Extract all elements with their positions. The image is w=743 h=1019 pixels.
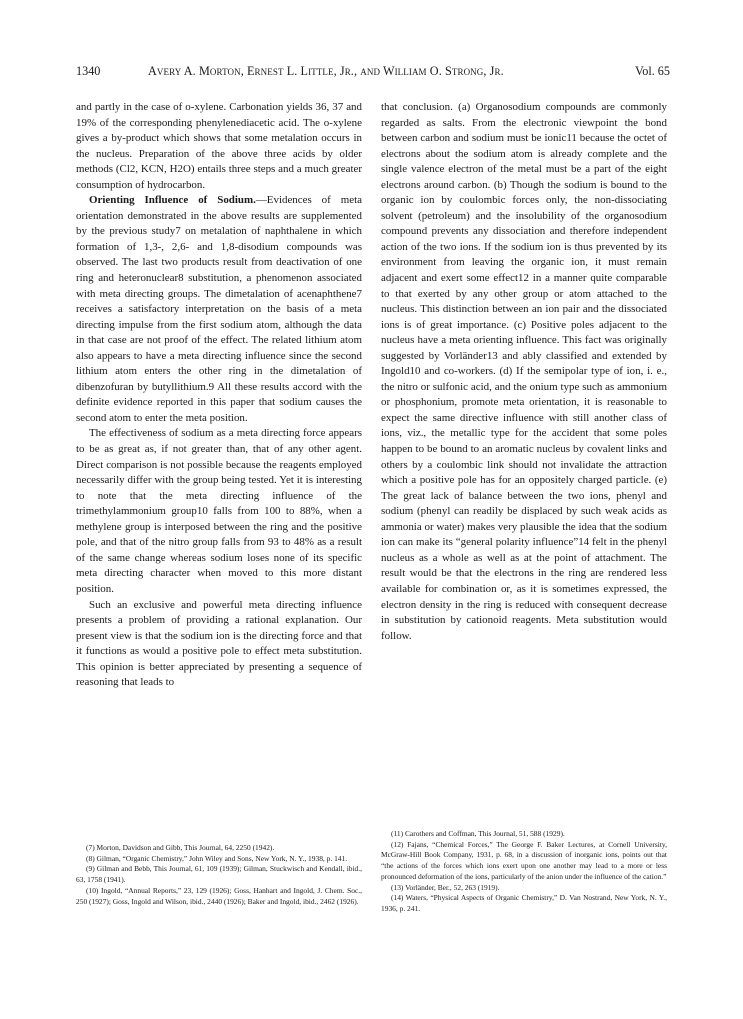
section-heading: Orienting Influence of Sodium. xyxy=(89,194,256,207)
footnote: (10) Ingold, “Annual Reports,” 23, 129 (1926); Goss, Hanhart and Ingold, J. Chem. Soc., 250 (1927); Goss, Ingold and Wilson, ibid., 2440 (1926); Baker and Ingold, ibid., 2462 (1926). xyxy=(76,885,362,906)
paragraph-carbonation: and partly in the case of o-xylene. Carbonation yields 36, 37 and 19% of the corresponding phenylenediacetic acid. The o-xylene gives a by-product which shows that some metalation occurs in the nucleus. Preparation of the above three acids by older methods (Cl2, KCN, H2O) entails three steps and a much greater consumption of hydrocarbon. xyxy=(76,101,362,191)
footnotes-left xyxy=(76,843,362,907)
right-column xyxy=(381,100,667,644)
footnote: (14) Waters, “Physical Aspects of Organic Chemistry,” D. Van Nostrand, New York, N. Y., 1936, p. 241. xyxy=(381,893,667,913)
footnote: (9) Gilman and Bebb, This Journal, 61, 109 (1939); Gilman, Stuckwisch and Kendall, ibid., 63, 1758 (1941). xyxy=(76,864,362,885)
paragraph-orienting-text: —Evidences of meta orientation demonstrated in the above results are supplemented by the previous study7 on metalation of naphthalene in which formation of 1,3-, 2,6- and 1,8-disodium compounds was observed. The last two products result from deactivation of one ring and heteronuclear8 substitution, a phenomenon associated with meta directing groups. The dimetalation of acenaphthene7 receives a satisfactory interpretation on the basis of a meta directing impulse from the first sodium atom, although the data in that case are not proof of the effect. The related lithium atom also appears to have a meta directing influence since the second lithium atom enters the other ring in the dimetalation of dibenzofuran by butyllithium.9 All these results accord with the definite evidence reported in this paper that sodium causes the second atom to enter the meta position. xyxy=(76,194,362,424)
paragraph-effectiveness: The effectiveness of sodium as a meta directing force appears to be as great as, if not greater than, that of any other agent. Direct comparison is not possible because the reagents employed necessarily differ with the group being tested. Yet it is interesting to note that the meta directing influence of the trimethylammonium group10 falls from 100 to 88%, when a methylene group is interposed between the ring and the positive pole, and that of the nitro group falls from 93 to 48% as a result of the same change whereas sodium loses none of its specific meta directing character when moved to this more distant position. xyxy=(76,427,362,595)
paragraph-orienting-influence xyxy=(76,193,362,426)
paragraph-explanation: Such an exclusive and powerful meta directing influence presents a problem of providing a rational explanation. Our present view is that the sodium ion is the directing force and that it functions as would a positive pole to effect meta substitution. This opinion is better appreciated by presenting a sequence of reasoning that leads to xyxy=(76,598,362,689)
left-column xyxy=(76,100,362,691)
volume-label: Vol. 65 xyxy=(635,64,670,78)
page-number: 1340 xyxy=(76,64,101,78)
footnote: (11) Carothers and Coffman, This Journal, 51, 588 (1929). xyxy=(391,829,565,838)
footnote: (7) Morton, Davidson and Gibb, This Journal, 64, 2250 (1942). xyxy=(86,843,275,852)
footnote: (13) Vorländer, Ber., 52, 263 (1919). xyxy=(391,882,500,892)
running-header xyxy=(76,64,670,82)
footnotes-right xyxy=(381,829,667,915)
running-title: Avery A. Morton, Ernest L. Little, Jr., and William O. Strong, Jr. xyxy=(148,64,504,78)
footnote: (12) Fajans, “Chemical Forces,” The George F. Baker Lectures, at Cornell University, McGraw-Hill Book Company, 1931, p. 68, in a discussion of inorganic ions, points out that “the actions of the forces which ions exert upon one another may lead to a more or less pronounced deformation of the ions, particularly of the anion under the influence of the cation.” xyxy=(381,839,667,881)
paragraph-reasoning: that conclusion. (a) Organosodium compounds are commonly regarded as salts. From the electronic viewpoint the bond between carbon and sodium must be ionic11 because the octet of electrons about the sodium atom is already complete and the single valence electron of the metal must be a part of the eight electrons around carbon. (b) Though the sodium is bound to the organic ion by coulombic forces only, the non-dissociating solvent (petroleum) and the insolubility of the organosodium compound prevents any dissociation and therefore independent action of the two ions. If the sodium ion is thus prevented by its environment from leaving the organic ion, it must remain adjacent and exert some effect12 in a manner quite comparable to that exerted by any other group or atom attached to the nucleus. This distinction between an ion pair and the dissociated ions is of great importance. (c) Positive poles adjacent to the nucleus have a meta orienting influence. This fact was originally suggested by Vorländer13 and ably classified and extended by Ingold10 and co-workers. (d) If the semipolar type of ion, i. e., the nitro or sulfonic acid, and the onium type such as ammonium or phosphonium, promote meta orientation, it is reasonable to expect the same directive influence with still another class of ions, viz., the metallic type for the accident that some poles happen to be bound to an aromatic nucleus by covalent links and others by a coulombic link should not invalidate the attraction which a positive pole has for an oppositely charged particle. (e) The great lack of balance between the two ions, phenyl and sodium (phenyl can readily be displaced by such weak acids as ammonia or water) makes very plausible the idea that the sodium ion can make its “general polarity influence”14 felt in the phenyl nucleus as a whole as well as at the point of attachment. The result would be that the electrons in the ring are rendered less available for combination or, as it is sometimes expressed, the electron density in the ring is reduced with consequent decrease in substitution by cationoid reagents. Meta substitution would follow. xyxy=(381,101,667,642)
footnote: (8) Gilman, “Organic Chemistry,” John Wiley and Sons, New York, N. Y., 1938, p. 141. xyxy=(86,853,348,863)
